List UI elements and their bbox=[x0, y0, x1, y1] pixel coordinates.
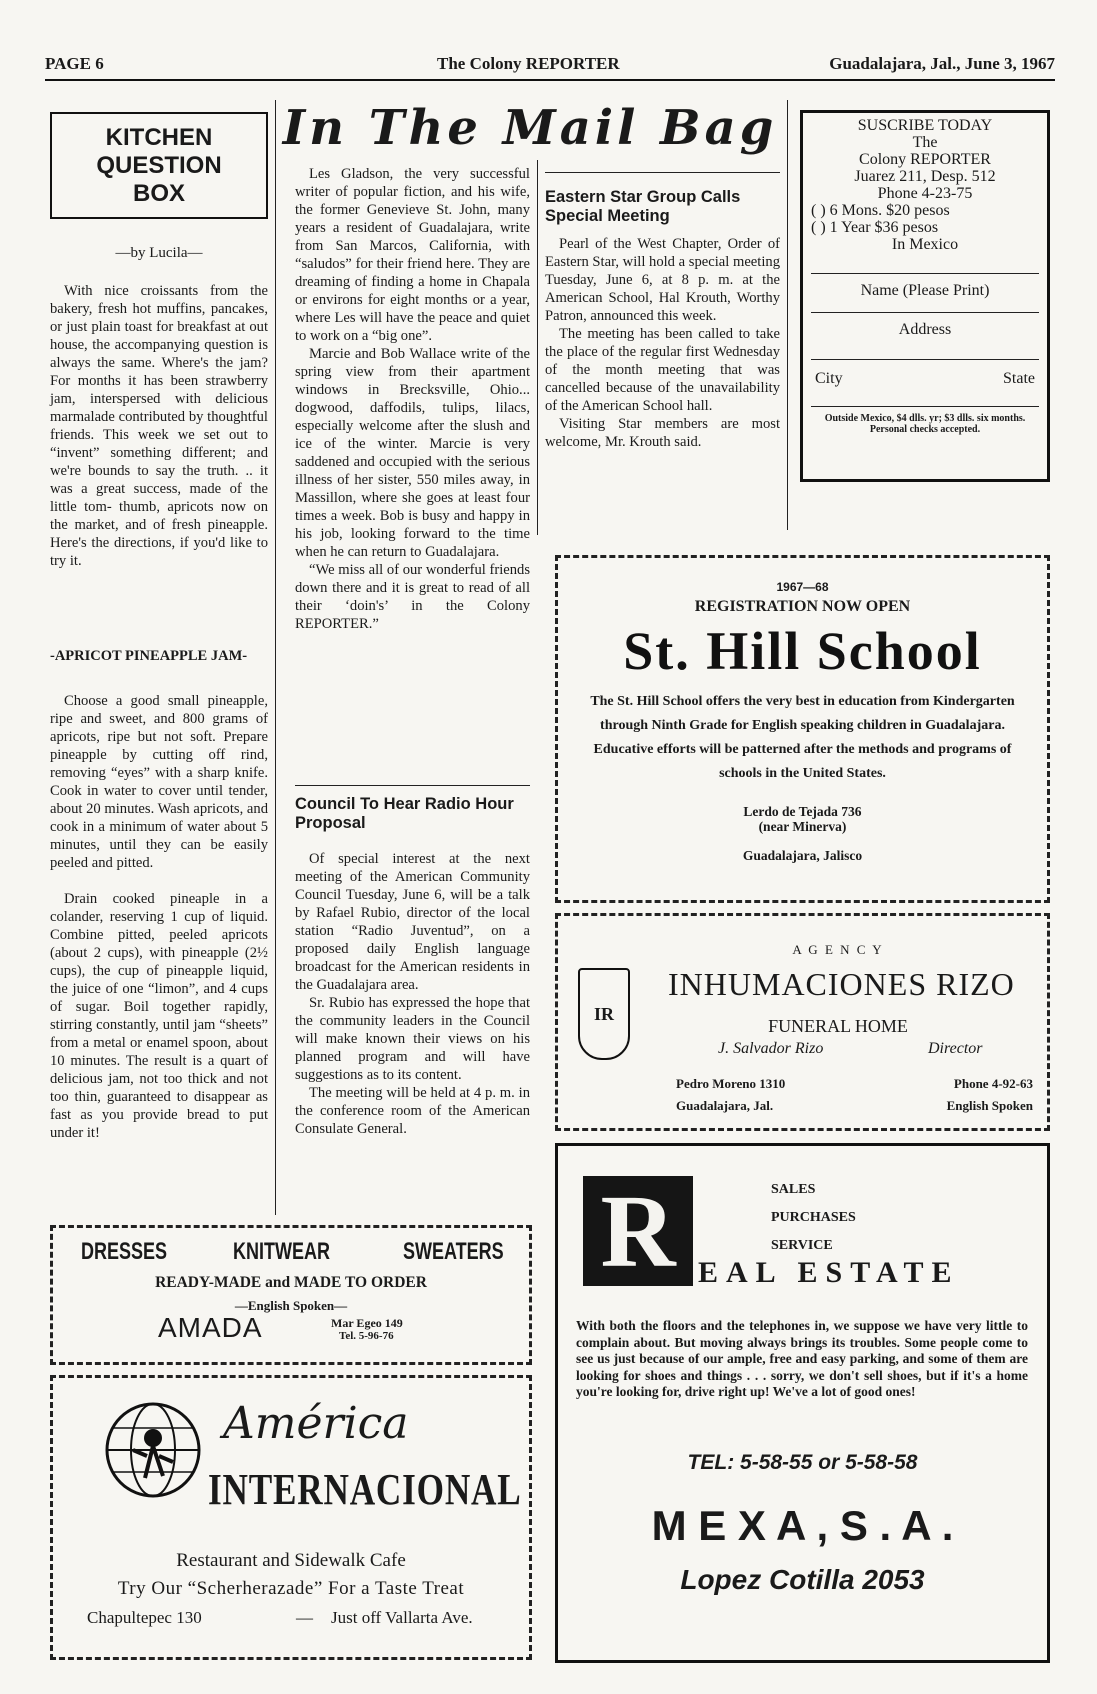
state-label: State bbox=[1003, 370, 1035, 387]
rizo-funeral-ad bbox=[555, 913, 1050, 1131]
subscribe-address: Juarez 211, Desp. 512 bbox=[854, 168, 996, 185]
kitchen-box-title: KITCHEN QUESTION BOX bbox=[96, 123, 222, 207]
subscribe-box bbox=[800, 110, 1050, 482]
kitchen-question-box bbox=[50, 112, 268, 219]
masthead bbox=[45, 50, 1055, 76]
rizo-director-title: Director bbox=[928, 1040, 983, 1057]
column-rule bbox=[787, 100, 788, 530]
recipe-title: -APRICOT PINEAPPLE JAM- bbox=[50, 648, 248, 664]
service-sales: SALES bbox=[771, 1182, 816, 1197]
masthead-rule bbox=[45, 79, 1055, 81]
school-street: Lerdo de Tejada 736 bbox=[743, 804, 862, 819]
dateline: Guadalajara, Jal., June 3, 1967 bbox=[829, 54, 1055, 73]
council-para-2: Sr. Rubio has expressed the hope that the community leaders in the Council will make known their views on his planned program and will have suggestions as to its content. bbox=[295, 995, 530, 1083]
subscribe-fine-print: Outside Mexico, $4 dlls. yr; $3 dlls. six months. Personal checks accepted. bbox=[824, 413, 1026, 435]
america-line2: Try Our “Scherherazade” For a Taste Treat bbox=[117, 1578, 465, 1599]
real-estate-services bbox=[771, 1176, 856, 1260]
service-purchases: PURCHASES bbox=[771, 1210, 856, 1225]
city-label: City bbox=[815, 370, 843, 387]
name-field[interactable] bbox=[811, 273, 1039, 313]
school-name: St. Hill School bbox=[623, 621, 982, 681]
america-dash: — bbox=[296, 1608, 313, 1627]
rizo-english: English Spoken bbox=[946, 1098, 1033, 1113]
mailbag-title: In The Mail Bag bbox=[282, 100, 778, 156]
amada-subtitle: READY-MADE and MADE TO ORDER bbox=[155, 1274, 427, 1291]
mailbag-para-2: Marcie and Bob Wallace write of the spring view from their apartment windows in Brecksville, Ohio... dogwood, daffodils, tulips, lilacs, especially welcome after the slush and ice of the winter. Marcie is very saddened and occupied with the serious illness of her sister, 550 miles away, in Massillon, where she goes at least four times a week. Bob is busy and happy in his job, looking forward to the time when he can return to Guadalajara. bbox=[295, 346, 530, 560]
rizo-street: Pedro Moreno 1310 bbox=[676, 1076, 786, 1091]
council-headline: Council To Hear Radio Hour Proposal bbox=[295, 795, 514, 832]
name-label: Name (Please Print) bbox=[860, 282, 990, 299]
st-hill-school-ad bbox=[555, 555, 1050, 903]
kitchen-article bbox=[50, 282, 268, 570]
school-address bbox=[558, 804, 1047, 863]
address-field[interactable] bbox=[811, 313, 1039, 360]
subscribe-option-1-year[interactable]: ( ) 1 Year $36 pesos bbox=[811, 219, 939, 236]
rizo-funeral-home: FUNERAL HOME bbox=[768, 1016, 908, 1036]
school-near: (near Minerva) bbox=[758, 819, 847, 834]
mailbag-article bbox=[295, 165, 530, 633]
eastern-para-2: The meeting has been called to take the place of the regular first Wednesday of the month meeting that was cancelled because of the unavailability of the American School hall. bbox=[545, 326, 780, 414]
recipe-para-2: Drain cooked pineaple in a colander, reserving 1 cup of liquid. Combine pitted, peeled apricots (about 2 cups), with pineapple (2½ cups), the cup of pineapple liquid, the juice of one “limon”, and 4 cups of sugar. Boil together rapidly, stirring constantly, until jam “sheets” from a metal or enamel spoon, about 10 minutes. The result is a quart of delicious jam, not too thick and not too thin, guaranteed to disappear as fast as you provide bread to put under it! bbox=[50, 891, 268, 1141]
subscribe-the: The bbox=[912, 134, 938, 151]
rizo-logo-letters: IR bbox=[593, 1003, 614, 1024]
eastern-headline: Eastern Star Group Calls Special Meeting bbox=[545, 188, 741, 225]
real-estate-company: M E X A , S . A . bbox=[651, 1502, 954, 1549]
recipe-para-1: Choose a good small pineapple, ripe and sweet, and 800 grams of apricots, ripe but not soft. Prepare pineapple by cutting off rind, removing “eyes” with a sharp knife. Cook in water to cover until tender, about 20 minutes. Wash apricots, and cook in a minimum of water about 5 minutes, until they can be easily peeled and pitted. bbox=[50, 693, 268, 871]
rizo-name: INHUMACIONES RIZO bbox=[668, 966, 1015, 1002]
subscribe-phone: Phone 4-23-75 bbox=[877, 185, 973, 202]
real-estate-ad bbox=[555, 1143, 1050, 1663]
amada-knitwear: KNITWEAR bbox=[233, 1238, 330, 1265]
rizo-director-name: J. Salvador Rizo bbox=[718, 1040, 824, 1057]
kitchen-intro: With nice croissants from the bakery, fresh hot muffins, pancakes, or just plain toast for breakfast at out house, the accompanying question is always the same. Where's the jam? For months it has been strawberry jam, interspersed with delicious marmalade contributed by thoughtful friends. This week we set out to “invent” something different; and we're bounds to say the truth. .. it was a great success, made of the little tom- thumb, apricots now on the market, and of fresh pineapple. Here's the directions, if you'd like to try it. bbox=[50, 283, 268, 569]
mailbag-para-3: “We miss all of our wonderful friends down there and it is great to read of all their ‘doin's’ in the Colony REPORTER.” bbox=[295, 562, 530, 632]
real-estate-title: EAL ESTATE bbox=[698, 1256, 960, 1289]
article-divider bbox=[295, 785, 530, 786]
subscribe-paper: Colony REPORTER bbox=[859, 151, 991, 168]
eastern-para-1: Pearl of the West Chapter, Order of Eastern Star, will hold a special meeting Tuesday, June 6, at 8 p. m. at the American School, Hal Krouth, Worthy Patron, announced this week. bbox=[545, 236, 780, 324]
council-para-1: Of special interest at the next meeting of the American Community Council Tuesday, June 6, will be a talk by Rafael Rubio, director of the local station “Radio Juventud”, on a proposed daily English language broadcast for the American residents in the Guadalajara area. bbox=[295, 851, 530, 993]
eastern-para-3: Visiting Star members are most welcome, Mr. Krouth said. bbox=[545, 416, 780, 450]
amada-dresses: DRESSES bbox=[81, 1238, 168, 1265]
city-state-field[interactable] bbox=[811, 360, 1039, 407]
amada-sweaters: SWEATERS bbox=[403, 1238, 504, 1265]
america-script: América bbox=[223, 1398, 409, 1449]
rizo-phone: Phone 4-92-63 bbox=[953, 1076, 1033, 1091]
paper-name: The Colony REPORTER bbox=[437, 54, 620, 73]
article-divider bbox=[545, 172, 780, 173]
real-estate-phone: TEL: 5-58-55 or 5-58-58 bbox=[687, 1451, 918, 1474]
subscribe-option-6-months[interactable]: ( ) 6 Mons. $20 pesos bbox=[811, 202, 950, 219]
school-city: Guadalajara, Jalisco bbox=[742, 848, 863, 863]
amada-name: AMADA bbox=[158, 1312, 263, 1343]
amada-english: —English Spoken— bbox=[234, 1298, 348, 1313]
globe-icon bbox=[103, 1400, 203, 1505]
council-para-3: The meeting will be held at 4 p. m. in the conference room of the American Consulate General. bbox=[295, 1085, 530, 1137]
america-address: Chapultepec 130 bbox=[87, 1608, 202, 1627]
column-rule bbox=[537, 160, 538, 535]
america-name: INTERNACIONAL bbox=[208, 1465, 522, 1514]
real-estate-body: With both the floors and the telephones in, we suppose we have very little to complain about. But moving always brings its troubles. Some people come to see us just because of our ample, free and easy parking, and some of them are looking for shoes and things . . . sorry, we don't sell shoes, but if it's a home you're looking for, drive right up! We've a lot of good ones! bbox=[576, 1318, 1028, 1399]
council-article bbox=[295, 850, 530, 1138]
kitchen-byline: —by Lucila— bbox=[115, 245, 203, 261]
amada-ad bbox=[50, 1225, 532, 1365]
amada-tel: Tel. 5-96-76 bbox=[339, 1330, 394, 1342]
eastern-article bbox=[545, 235, 780, 451]
subscribe-heading: SUSCRIBE TODAY bbox=[857, 117, 993, 134]
mailbag-para-1: Les Gladson, the very successful writer of popular fiction, and his wife, the former Genevieve St. John, many years a resident of Guadalajara, write from San Marcos, California, with “saludos” for their friend here. They are dreaming of finding a home in Chapala or environs for eight months or a year, where Les will have the peace and quiet to work on a “big one”. bbox=[295, 166, 530, 344]
america-internacional-ad bbox=[50, 1375, 532, 1660]
subscribe-in-mexico: In Mexico bbox=[891, 236, 959, 253]
registration-open: REGISTRATION NOW OPEN bbox=[694, 598, 911, 615]
rizo-city: Guadalajara, Jal. bbox=[676, 1098, 774, 1113]
service-service: SERVICE bbox=[771, 1238, 833, 1253]
america-line1: Restaurant and Sidewalk Cafe bbox=[176, 1550, 406, 1571]
rizo-agency: A G E N C Y bbox=[792, 942, 884, 957]
address-label: Address bbox=[898, 321, 952, 338]
school-description: The St. Hill School offers the very best in education from Kindergarten through Ninth Grade for English speaking children in Guadalajara. Educative efforts will be patterned after the methods and programs of schools in the United States. bbox=[590, 694, 1015, 781]
amada-address: Mar Egeo 149 bbox=[331, 1316, 403, 1330]
recipe-body bbox=[50, 692, 268, 1142]
real-estate-initial: R bbox=[583, 1176, 693, 1286]
shield-icon bbox=[578, 968, 630, 1060]
america-near: Just off Vallarta Ave. bbox=[331, 1608, 473, 1627]
page-number: PAGE 6 bbox=[45, 54, 104, 73]
column-rule bbox=[275, 100, 276, 1215]
real-estate-address: Lopez Cotilla 2053 bbox=[680, 1564, 925, 1595]
school-year: 1967—68 bbox=[776, 580, 829, 594]
